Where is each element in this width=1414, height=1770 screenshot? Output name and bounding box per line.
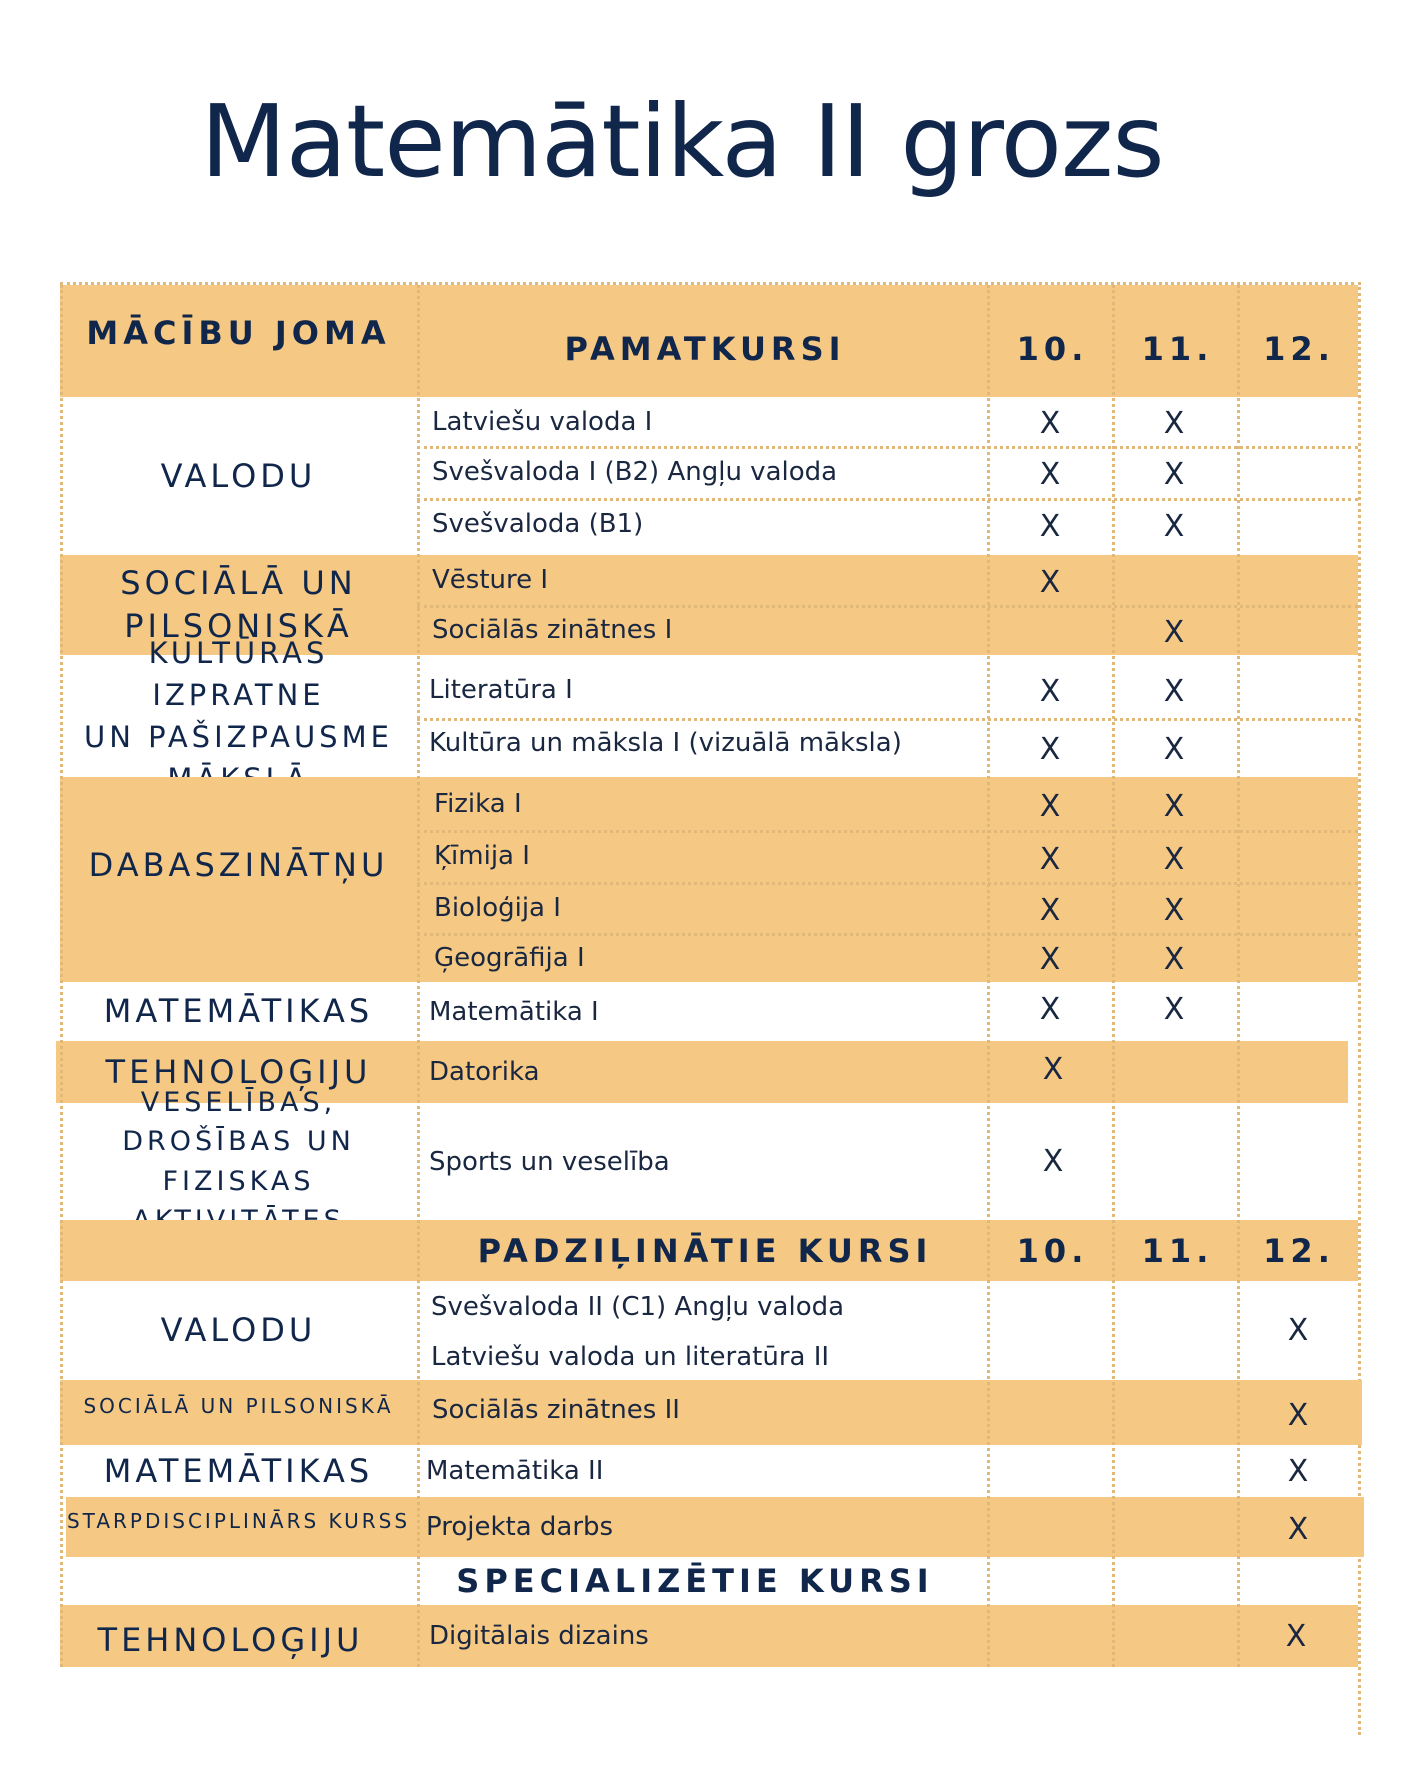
table-header-row bbox=[60, 285, 1358, 397]
mark-grade-11 bbox=[1154, 1103, 1194, 1220]
header-grade-10: 10. bbox=[1016, 330, 1089, 368]
advanced-header-row bbox=[60, 1220, 1358, 1281]
subject-name: Svešvaloda I (B2) Angļu valoda bbox=[432, 457, 838, 487]
curriculum-table bbox=[60, 282, 1361, 1735]
mark-grade-10: X bbox=[1039, 731, 1061, 767]
subject-name: Matemātika I bbox=[429, 996, 599, 1027]
mark-grade-10: X bbox=[1039, 841, 1061, 877]
mark-grade-11: X bbox=[1163, 788, 1185, 824]
subject-name: Svešvaloda II (C1) Angļu valoda bbox=[431, 1292, 845, 1322]
mark-grade-10: X bbox=[1039, 456, 1061, 492]
mark-grade-10: X bbox=[1042, 1051, 1064, 1087]
advanced-header-grade-10: 10. bbox=[1016, 1231, 1089, 1270]
specialized-header-row bbox=[60, 1557, 1358, 1605]
mark-grade-10: X bbox=[1039, 564, 1061, 600]
adv-domain-label-social: SOCIĀLĀ UN PILSONISKĀ bbox=[83, 1394, 394, 1419]
advanced-header-grade-12: 12. bbox=[1263, 1231, 1335, 1270]
domain-label-social-line1: SOCIĀLĀ UN bbox=[120, 564, 357, 603]
header-basic-courses: PAMATKURSI bbox=[564, 330, 846, 368]
subject-name: Latviešu valoda un literatūra II bbox=[431, 1342, 830, 1372]
header-grade-11: 11. bbox=[1141, 330, 1214, 368]
adv-domain-block-interdisciplinary bbox=[66, 1497, 1364, 1557]
domain-label-health bbox=[60, 1087, 417, 1220]
mark-grade-10: X bbox=[1039, 991, 1061, 1027]
domain-label-tech: TEHNOLOĢIJU bbox=[105, 1052, 372, 1091]
header-advanced-courses: PADZIĻINĀTIE KURSI bbox=[477, 1231, 933, 1270]
adv-domain-label-math: MATEMĀTIKAS bbox=[103, 1451, 374, 1490]
mark-grade-11: X bbox=[1163, 456, 1185, 492]
domain-label-science: DABASZINĀTŅU bbox=[88, 846, 389, 885]
mark-grade-10: X bbox=[1039, 509, 1061, 544]
subject-name: Datorika bbox=[429, 1057, 540, 1087]
mark-grade-10: X bbox=[1039, 673, 1061, 709]
subject-name: Svešvaloda (B1) bbox=[432, 509, 644, 539]
mark-grade-10: X bbox=[1039, 892, 1061, 928]
subject-name: Matemātika II bbox=[426, 1456, 604, 1486]
grid-line bbox=[987, 285, 990, 1667]
domain-label-valodu: VALODU bbox=[160, 456, 317, 495]
mark-grade-10 bbox=[1030, 605, 1070, 659]
mark-grade-11: X bbox=[1163, 673, 1185, 709]
grid-line bbox=[1112, 285, 1115, 1667]
mark-grade-12: X bbox=[1287, 1397, 1309, 1433]
mark-grade-11: X bbox=[1163, 731, 1185, 767]
subject-name: Fizika I bbox=[434, 788, 522, 819]
domain-label-social-line2: PILSONISKĀ bbox=[124, 607, 353, 645]
adv-domain-block-math bbox=[60, 1445, 1358, 1497]
mark-grade-12: X bbox=[1287, 1511, 1309, 1547]
subject-name: Ķīmija I bbox=[434, 841, 530, 871]
mark-grade-11: X bbox=[1163, 991, 1185, 1027]
mark-grade-10: X bbox=[1039, 788, 1061, 824]
domain-label-health-line1: VESELĪBAS, bbox=[140, 1087, 337, 1119]
domain-label-math: MATEMĀTIKAS bbox=[103, 992, 374, 1031]
mark-grade-11: X bbox=[1163, 405, 1185, 441]
mark-grade-11: X bbox=[1163, 941, 1185, 977]
subject-name: Sports un veselība bbox=[429, 1146, 670, 1177]
spec-domain-label-tech: TEHNOLOĢIJU bbox=[97, 1620, 364, 1659]
subject-name: Ģeogrāfija I bbox=[434, 942, 585, 973]
mark-grade-11 bbox=[1154, 1041, 1194, 1097]
domain-label-culture bbox=[60, 635, 417, 777]
subject-name: Bioloģija I bbox=[434, 892, 561, 923]
advanced-header-grade-11: 11. bbox=[1141, 1231, 1214, 1270]
subject-name: Sociālās zinātnes II bbox=[432, 1395, 680, 1425]
mark-grade-11 bbox=[1154, 555, 1194, 609]
header-specialized-courses: SPECIALIZĒTIE KURSI bbox=[456, 1562, 934, 1600]
header-domain: MĀCĪBU JOMA bbox=[86, 313, 391, 352]
mark-grade-12: X bbox=[1287, 1453, 1309, 1489]
subject-name: Sociālās zinātnes I bbox=[432, 615, 673, 645]
mark-grade-10: X bbox=[1039, 405, 1061, 441]
mark-grade-11: X bbox=[1163, 614, 1185, 650]
domain-label-culture-line1: KULTŪRAS IZPRATNE bbox=[148, 635, 329, 712]
subject-name: Literatūra I bbox=[429, 674, 573, 705]
subject-name: Projekta darbs bbox=[426, 1512, 614, 1542]
subject-name: Vēsture I bbox=[432, 565, 549, 595]
subject-name: Kultūra un māksla I (vizuālā māksla) bbox=[429, 728, 902, 758]
mark-grade-10: X bbox=[1042, 1144, 1064, 1179]
grid-line bbox=[417, 285, 420, 1667]
page-title: Matemātika II grozs bbox=[200, 83, 1164, 200]
adv-domain-label-valodu: VALODU bbox=[160, 1311, 317, 1350]
adv-domain-label-interdisciplinary: STARPDISCIPLINĀRS KURSS bbox=[66, 1508, 411, 1533]
domain-label-culture-line2: UN PAŠIZPAUSME bbox=[84, 720, 393, 754]
subject-name: Latviešu valoda I bbox=[432, 406, 653, 437]
mark-grade-12: X bbox=[1285, 1618, 1307, 1654]
grid-line bbox=[1237, 285, 1240, 1667]
grid-line bbox=[417, 830, 1358, 833]
mark-grade-11: X bbox=[1163, 509, 1185, 544]
spec-domain-block-tech bbox=[60, 1605, 1358, 1667]
grid-line bbox=[60, 285, 63, 1667]
domain-label-health-line3: FIZISKAS bbox=[162, 1165, 315, 1197]
mark-grade-12: X bbox=[1287, 1313, 1309, 1348]
mark-grade-10: X bbox=[1039, 941, 1061, 977]
adv-domain-block-social bbox=[60, 1380, 1362, 1445]
header-grade-12: 12. bbox=[1263, 330, 1335, 368]
domain-label-health-line2: DROŠĪBAS UN bbox=[122, 1126, 355, 1158]
subject-name: Digitālais dizains bbox=[429, 1621, 649, 1651]
mark-grade-11: X bbox=[1163, 841, 1185, 877]
mark-grade-11: X bbox=[1163, 892, 1185, 928]
